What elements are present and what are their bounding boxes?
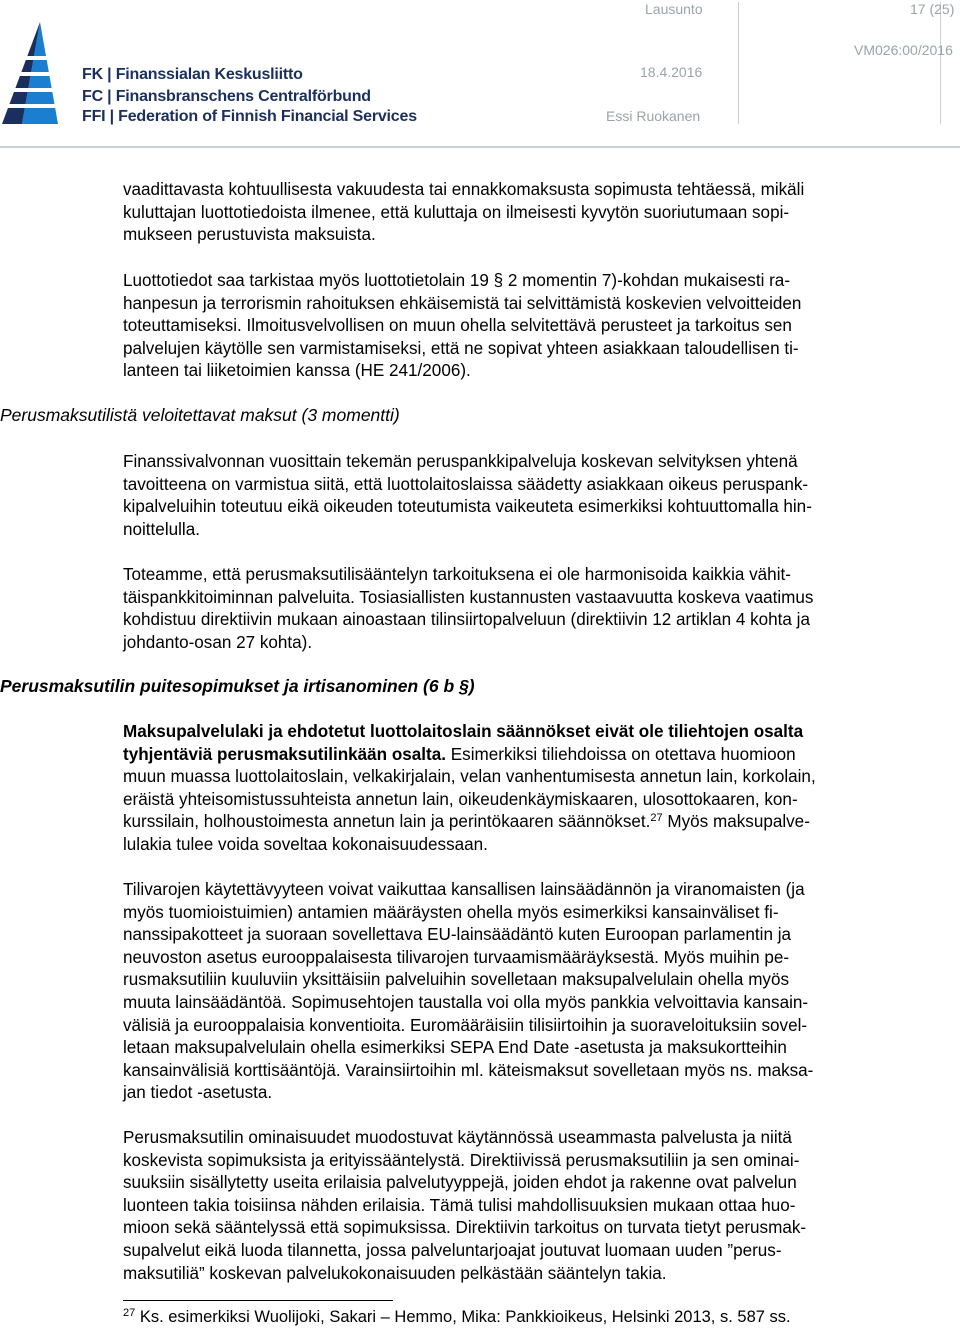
text-line: vaadittavasta kohtuullisesta vakuudesta tai ennakkomaksusta sopimusta tehtäessä, mikäli xyxy=(123,180,805,199)
text-line: maksutiliä” koskevan palvelukokonaisuuden pelkästään sääntelyn takia. xyxy=(123,1263,667,1283)
text-line: palvelujen käytölle sen varmistamiseksi, että ne sopivat yhteen asiakkaan taloudellisen ti- xyxy=(123,338,799,358)
text-line: myös tuomioistuimien) antamien määräysten ohella myös esimerkiksi kansainväliset fi- xyxy=(123,902,779,922)
text-line: hanpesun ja terrorismin rahoituksen ehkäisemistä tai selvittämistä koskevien velvoitteiden xyxy=(123,293,802,313)
text-line: suuksiin sisällytetty useita erilaisia palvelutyyppejä, joiden ehdot ja rakenne ovat palvelun xyxy=(123,1173,797,1193)
text-line: lanteen tai liiketoimien kanssa (HE 241/2006). xyxy=(123,361,471,381)
text-line: kansainvälisiä korttisääntöjä. Varainsiirtoihin ml. käteismaksut sovelletaan myös ns. maksa- xyxy=(123,1060,814,1080)
text-line: kipalveluihin toteutuu eikä oikeuden toteutumista vaikeuteta esimerkiksi kohtuuttomalla hin- xyxy=(123,497,812,517)
text-line: jan tiedot -asetusta. xyxy=(123,1083,273,1103)
page-indicator: 17 (25) xyxy=(910,1,955,17)
paragraph-2 xyxy=(123,270,960,383)
text-line xyxy=(123,721,960,744)
text-line: Finanssivalvonnan vuosittain tekemän peruspankkipalveluja koskevan selvityksen yhtenä xyxy=(123,452,798,471)
logo-text-ffi: FFI | Federation of Finnish Financial Services xyxy=(82,108,417,125)
paragraph-1 xyxy=(123,179,960,247)
text-fragment: Esimerkiksi tiliehdoissa on otettava huomioon xyxy=(446,744,796,764)
logo-text-fk: FK | Finanssialan Keskusliitto xyxy=(82,66,303,83)
document-date: 18.4.2016 xyxy=(640,64,703,80)
text-line: Luottotiedot saa tarkistaa myös luottotietolain 19 § 2 momentin 7)-kohdan mukaisesti ra- xyxy=(123,271,791,290)
text-line: Toteamme, että perusmaksutilisääntelyn tarkoituksena ei ole harmonisoida kaikkia vähit- xyxy=(123,565,791,584)
paragraph-3 xyxy=(123,451,960,541)
text-line: supalvelut eikä luoda tilannetta, jossa palveluntarjoajat joutuvat luomaan uuden ”perus- xyxy=(123,1240,782,1260)
header-rule xyxy=(0,146,960,148)
paragraph-5 xyxy=(123,721,960,857)
text-line: lulakia tulee voida soveltaa kokonaisuudessaan. xyxy=(123,834,488,854)
text-line: Tilivarojen käytettävyyteen voivat vaikuttaa kansallisen lainsäädännön ja viranomaisten (ja xyxy=(123,880,805,899)
document-reference: VM026:00/2016 xyxy=(854,42,953,58)
text-line: Perusmaksutilin ominaisuudet muodostuvat käytännössä useammasta palvelusta ja niitä xyxy=(123,1128,792,1147)
section-heading-agreements: Perusmaksutilin puitesopimukset ja irtisanominen (6 b §) xyxy=(0,676,475,696)
header-divider-left xyxy=(738,2,739,124)
document-author: Essi Ruokanen xyxy=(606,108,701,124)
paragraph-4 xyxy=(123,564,960,654)
text-fragment: Myös maksupalve- xyxy=(662,812,810,832)
text-line: johdanto-osan 27 kohta). xyxy=(123,632,313,652)
text-line: kohdistuu direktiivin mukaan ainoastaan tilinsiirtopalveluun (direktiivin 12 artiklan 4 kohta ja xyxy=(123,610,810,630)
ffi-logo-mark xyxy=(0,18,80,126)
text-line: koskevista sopimuksista ja erityissääntelystä. Direktiivissä perusmaksutiliin ja sen ominai- xyxy=(123,1150,800,1170)
header-divider-right xyxy=(940,2,941,124)
text-line: eräistä yhteisomistussuhteista annetun lain, oikeudenkäymiskaaren, ulosottokaaren, kon- xyxy=(123,789,798,809)
text-line: toteuttamiseksi. Ilmoitusvelvollisen on muun ohella selvitettävä perusteet ja tarkoitus sen xyxy=(123,316,792,336)
bold-statement-part-2: tyhjentäviä perusmaksutilinkään osalta. xyxy=(123,744,447,764)
text-line: noittelulla. xyxy=(123,519,200,539)
text-line: täispankkitoiminnan palveluita. Tosiasiallisten kustannusten vastaavuutta koskeva vaatimus xyxy=(123,587,814,607)
section-heading-fees: Perusmaksutilistä veloitettavat maksut (3 momentti) xyxy=(0,405,400,425)
document-type: Lausunto xyxy=(645,1,703,17)
text-line: nanssipakotteet ja suoraan sovellettava EU-lainsäädäntö kuten Euroopan parlamentin ja xyxy=(123,925,792,945)
text-line: letaan maksupalvelulain ohella esimerkiksi SEPA End Date -asetusta ja maksukortteihin xyxy=(123,1038,787,1058)
footnote-number: 27 xyxy=(123,1307,136,1319)
footnote xyxy=(123,1308,791,1327)
footnote-text: Ks. esimerkiksi Wuolijoki, Sakari – Hemmo, Mika: Pankkioikeus, Helsinki 2013, s. 587 ss. xyxy=(135,1308,791,1326)
paragraph-7 xyxy=(123,1127,960,1285)
text-line xyxy=(123,744,960,767)
text-line: välisiä ja eurooppalaisia konventioita. Euromääräisiin tilisiirtoihin ja suoraveloituksiin sovel- xyxy=(123,1015,808,1035)
text-line: neuvoston asetus eurooppalaisesta tilivarojen turvaamismääräyksestä. Myös muihin pe- xyxy=(123,947,790,967)
text-fragment: kurssilain, holhoustoimesta annetun lain ja perintökaaren säännökset. xyxy=(123,812,651,832)
text-line: mukseen perustuvista maksuista. xyxy=(123,225,376,245)
text-line: tavoitteena on varmistua siitä, että luottolaitoslaissa säädetty asiakkaan oikeus peruspank- xyxy=(123,474,809,494)
paragraph-6 xyxy=(123,879,960,1105)
bold-statement-part-1: Maksupalvelulaki ja ehdotetut luottolaitoslain säännökset eivät ole tiliehtojen osalta xyxy=(123,722,804,741)
logo-text-fc: FC | Finansbranschens Centralförbund xyxy=(82,88,371,105)
text-line: luonteen takia toisiinsa nähden erilaisia. Tämä tulisi mahdollisuuksien mukaan ottaa huo- xyxy=(123,1195,796,1215)
text-line xyxy=(123,811,960,834)
footnote-reference[interactable]: 27 xyxy=(650,812,663,825)
text-line: muun muassa luottolaitoslain, velkakirjalain, velan vanhentumisesta annetun lain, korkolain, xyxy=(123,767,816,787)
text-line: muuta lainsäädäntöä. Sopimusehtojen taustalla voi olla myös pankkia velvoittavia kansain- xyxy=(123,992,809,1012)
text-line: mioon sekä sääntelyssä että sopimuksissa. Direktiivin tarkoitus on turvata tietyt perusmak- xyxy=(123,1218,807,1238)
text-line: kuluttajan luottotiedoista ilmenee, että kuluttaja on ilmeisesti kyvytön suoriutumaan sopi- xyxy=(123,202,790,222)
text-line: rusmaksutiliin kuuluviin yksittäisiin palveluihin sovelletaan maksupalvelulain ohella myös xyxy=(123,970,790,990)
footnote-separator xyxy=(123,1300,393,1301)
